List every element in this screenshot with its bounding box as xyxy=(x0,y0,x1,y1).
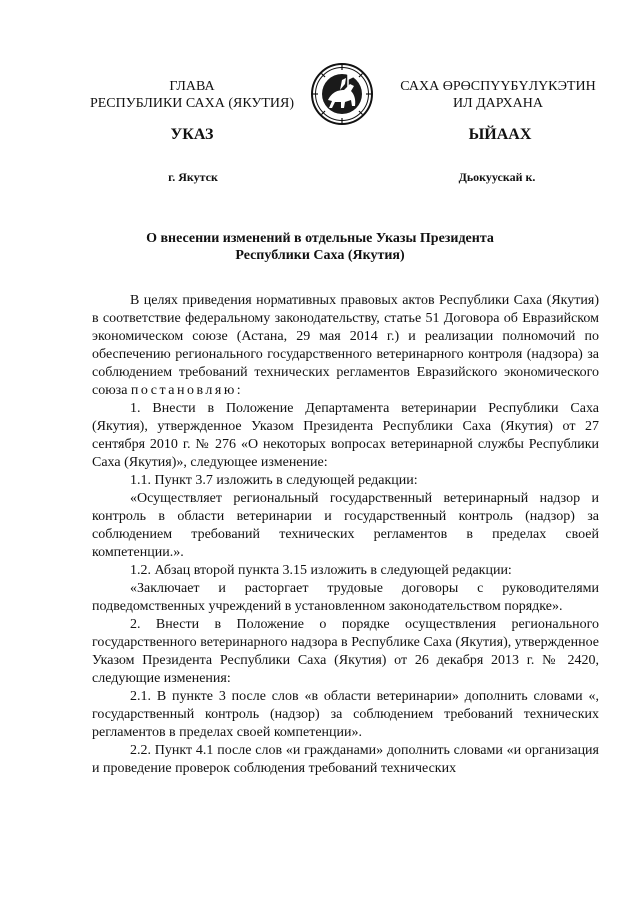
header-right-line1: САХА ӨРӨСПҮҮБҮЛҮКЭТИН xyxy=(400,79,596,94)
paragraph-item-1-1: 1.1. Пункт 3.7 изложить в следующей редакции: xyxy=(130,473,418,488)
document-heading xyxy=(72,230,568,264)
heading-line1: О внесении изменений в отдельные Указы Президента xyxy=(146,231,494,246)
header-right xyxy=(378,78,618,112)
city-sakha: Дьокуускай к. xyxy=(458,170,536,184)
city-ru: г. Якутск xyxy=(168,170,218,184)
paragraph-item-2-2: 2.2. Пункт 4.1 после слов «и гражданами» дополнить словами «и организация и проведение проверок соблюдения требований технических xyxy=(92,743,599,776)
header-left-line2: РЕСПУБЛИКИ САХА (ЯКУТИЯ) xyxy=(89,96,295,111)
paragraph-item-1-2: 1.2. Абзац второй пункта 3.15 изложить в следующей редакции: xyxy=(130,563,512,578)
decree-title-ru: УКАЗ xyxy=(170,126,214,143)
coat-of-arms-icon xyxy=(310,62,374,126)
preamble-end: : xyxy=(236,383,241,398)
paragraph-quote-2: «Заключает и расторгает трудовые договоры с руководителями подведомственных учреждений в установленном законодательством порядке». xyxy=(92,581,599,614)
paragraph-item-2-1: 2.1. В пункте 3 после слов «в области ветеринарии» дополнить словами «, государственный контроль (надзор) за соблюдением требований технических регламентов в пределах своей компетенции». xyxy=(92,689,599,740)
preamble-text: В целях приведения нормативных правовых актов Республики Саха (Якутия) в соответствие федеральному законодательству, статье 51 Договора об Евразийском экономическом союзе (Астана, 29 мая 2014 г.) и реализации полномочий по обеспечению регионального государственного ветеринарного контроля (надзора) за соблюдением требований технических регламентов Евразийского экономического союза xyxy=(92,293,599,398)
paragraph-item-2: 2. Внести в Положение о порядке осуществления регионального государственного ветеринарного надзора в Республике Саха (Якутия), утвержденное Указом Президента Республики Саха (Якутия) от 26 декабря 2013 г. № 2420, следующие изменения: xyxy=(92,617,599,686)
paragraph-preamble xyxy=(92,292,599,400)
preamble-decree-word: постановляю xyxy=(130,383,237,398)
paragraph-quote-1: «Осуществляет региональный государственный ветеринарный надзор и контроль в области ветеринарии и государственный контроль (надзор) за соблюдением требований технических регламентов в пределах своей компетенции.». xyxy=(92,491,599,560)
document-body xyxy=(92,292,599,778)
header-right-line2: ИЛ ДАРХАНА xyxy=(452,96,543,111)
header-left-line1: ГЛАВА xyxy=(169,79,215,94)
heading-line2: Республики Саха (Якутия) xyxy=(235,248,405,263)
header-left xyxy=(72,78,312,112)
paragraph-item-1: 1. Внести в Положение Департамента ветеринарии Республики Саха (Якутия), утвержденное Указом Президента Республики Саха (Якутия) от 27 сентября 2010 г. № 276 «О некоторых вопросах ветеринарной службы Республики Саха (Якутия)», следующее изменение: xyxy=(92,401,599,470)
decree-title-sakha: ЫЙААХ xyxy=(468,126,532,143)
